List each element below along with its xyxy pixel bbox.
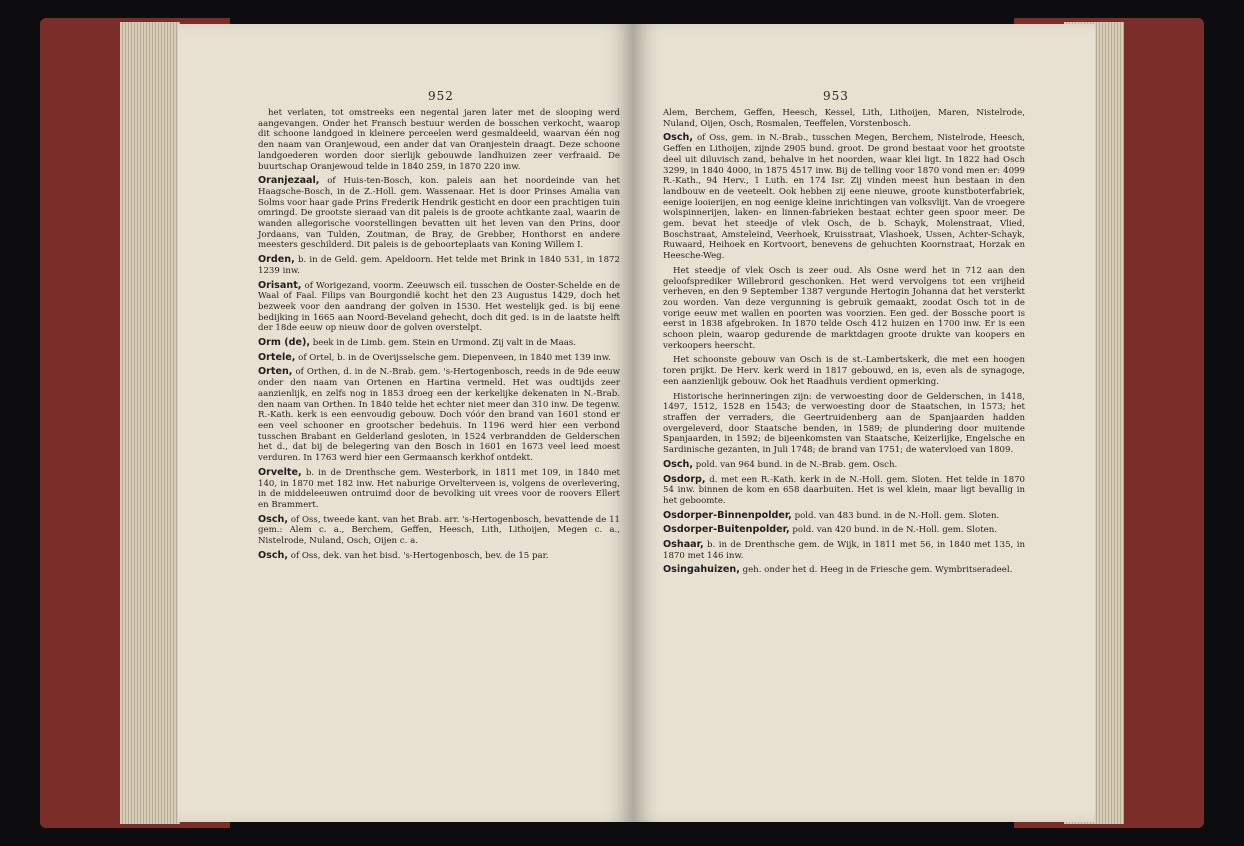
entry-body: of Oss, gem. in N.-Brab., tusschen Megen, Berchem, Nistelrode, Heesch, Geffen en Lithoijen, zijnde 2905 bund. groot. De grond bestaat voor het grootste deel uit diluvisch zand, behalve in het noorden, waar klei ligt. In 1822 had Osch 3299, in 1840 4000, in 1875 4517 inw. Bij de telling voor 1870 vond men er: 4099 R.-Kath., 94 Herv., 1 Luth. en 174 Isr. Zij vinden meest hun bestaan in den landbouw en de veeteelt. Ook hebben zij eene nieuwe, groote kunstboterfabriek, eenige looierijen, en nog eenige kleine inrichtingen van volksvlijt. Van de vroegere wolspinnerijen, laken- en linnen-fabrieken bestaat echter geen spoor meer. De gem. bevat het steedje of vlek Osch, de b. Schayk, Molenstraat, Vlied, Boschstraat, Amsteleind, Veerhoek, Kruisstraat, Vlashoek, Ussen, Achter-Schayk, Ruwaard, Heihoek en Kortvoort, benevens de gehuchten Koornstraat, Horzak en Heesche-Weg. <box>663 133 1026 262</box>
entry-body: of Oss, tweede kant. van het Brab. arr. 's-Hertogenbosch, bevattende de 11 gem.: Alem c. a., Berchem, Geffen, Heesch, Lith, Lithoijen, Megen c. a., Nistelrode, Nuland, Osch, Oijen c. a. <box>258 514 621 547</box>
entry-paragraph <box>663 525 1025 536</box>
entry-body: Alem, Berchem, Geffen, Heesch, Kessel, Lith, Lithoijen, Maren, Nistelrode, Nuland, Oijen, Osch, Rosmalen, Teeffelen, Vorstenbosch. <box>663 108 1025 129</box>
entry-headword: Osch, <box>663 458 694 470</box>
entry-body: Het steedje of vlek Osch is zeer oud. Als Osne werd het in 712 aan den geloofsprediker Willebrord geschonken. Het werd vervolgens tot een vrijheid verheven, en den 9 September 1387 vergunde Hertogin Johanna dat het versterkt zou worden. Van deze vergunning is gebruik gemaakt, zoodat Osch tot in de vorige eeuw met wallen en poorten was voorzien. Een ged. der Bossche poort is eerst in 1838 afgebroken. In 1870 telde Osch 412 huizen en 1700 inw. Er is een schoon plein, waarop gedurende de marktdagen groote drukte van koopers en verkoopers heerscht. <box>663 265 1025 351</box>
entry-body: b. in de Geld. gem. Apeldoorn. Het telde met Brink in 1840 531, in 1872 1239 inw. <box>258 255 620 276</box>
entry-headword: Osdorper-Binnenpolder, <box>663 509 792 521</box>
entry-body: geh. onder het d. Heeg in de Friesche gem. Wymbritseradeel. <box>742 565 1013 576</box>
entry-paragraph <box>258 281 620 335</box>
entry-paragraph <box>663 355 1025 387</box>
entry-paragraph <box>258 108 620 172</box>
entry-paragraph <box>258 468 620 511</box>
entry-body: beek in de Limb. gem. Stein en Urmond. Zij valt in de Maas. <box>312 338 576 349</box>
entry-body: b. in de Drenthsche gem. Westerbork, in 1811 met 109, in 1840 met 140, in 1870 met 182 inw. Het naburige Orvelterveen is, volgens de overlevering, in de middeleeuwen ontruimd door de bevolking uit vrees voor de roovers Ellert en Brammert. <box>258 467 621 510</box>
entry-headword: Orm (de), <box>258 337 311 349</box>
entry-paragraph <box>663 460 1025 471</box>
entry-body: Het schoonste gebouw van Osch is de st.-Lambertskerk, die met een hoogen toren prijkt. De Herv. kerk werd in 1817 gebouwd, en is, even als de synagoge, een aanzienlijk gebouw. Ook het Raadhuis verdient opmerking. <box>663 355 1025 387</box>
entry-body: of Huis-ten-Bosch, kon. paleis aan het noordeinde van het Haagsche-Bosch, in de Z.-Holl. gem. Wassenaar. Het is door Prinses Amalia van Solms voor haar gade Prins Frederik Hendrik gesticht en door een prachtigen tuin omringd. De grootste sieraad van dit paleis is de groote achtkante zaal, waarin de wanden allegorische voorstellingen bevatten uit het leven van den Prins, door Jordaans, van Tulden, Zoutman, de Bray, de Grebber, Honthorst en andere meesters geschilderd. Dit paleis is de geboorteplaats van Koning Willem I. <box>258 176 620 251</box>
entry-body: het verlaten, tot omstreeks een negental jaren later met de slooping werd aangevangen. Onder het Fransch bestuur werden de bosschen verkocht, waarop dit schoone landgoed in kleinere perceelen werd gesmaldeeld, waarvan één nog den naam van Oranjewoud, een ander dat van Oranjestein draagt. Deze schoone landgoederen worden door sierlijk gebouwde landhuizen zeer verfraaid. De buurtschap Oranjewoud telde in 1840 259, in 1870 220 inw. <box>258 108 620 172</box>
entry-headword: Osingahuizen, <box>663 564 740 576</box>
entry-body: d. met een R.-Kath. kerk in de N.-Holl. gem. Sloten. Het telde in 1870 54 inw. binnen de kom en 658 daarbuiten. Het is wel klein, maar ligt bevallig in het geboomte. <box>663 474 1025 506</box>
page-number: 952 <box>428 89 454 103</box>
entry-paragraph <box>663 540 1025 561</box>
entry-paragraph <box>258 255 620 276</box>
right-page <box>633 24 1095 822</box>
entry-headword: Oranjezaal, <box>258 175 320 187</box>
entry-headword: Orden, <box>258 254 295 266</box>
entry-paragraph <box>663 108 1025 129</box>
entry-paragraph <box>663 565 1025 576</box>
entry-body: pold. van 483 bund. in de N.-Holl. gem. Sloten. <box>794 510 1000 521</box>
page-edges-left <box>120 22 180 824</box>
entry-body: b. in de Drenthsche gem. de Wijk, in 1811 met 56, in 1840 met 135, in 1870 met 146 inw. <box>663 540 1025 561</box>
entry-headword: Orisant, <box>258 279 302 291</box>
entry-body: pold. van 420 bund. in de N.-Holl. gem. Sloten. <box>792 525 998 536</box>
entry-headword: Osch, <box>258 513 289 525</box>
entry-paragraph <box>663 511 1025 522</box>
entry-paragraph <box>663 392 1025 456</box>
entry-headword: Orvelte, <box>258 466 302 478</box>
entry-paragraph <box>258 551 620 562</box>
entry-headword: Oshaar, <box>663 539 704 551</box>
entry-headword: Orten, <box>258 366 293 378</box>
left-page <box>178 24 633 822</box>
entry-headword: Osch, <box>258 549 289 561</box>
page-text <box>663 108 1025 580</box>
entry-paragraph <box>258 353 620 364</box>
entry-body: of Orthen, d. in de N.-Brab. gem. 's-Hertogenbosch, reeds in de 9de eeuw onder den naam van Ortenen en Hartina vermeld. Het was oudtijds zeer aanzienlijk, en zelfs nog in 1853 droeg een der kerkelijke dekenaten in N.-Brab. den naam van Orthen. In 1840 telde het echter niet meer dan 310 inw. De tegenw. R.-Kath. kerk is een eenvoudig gebouw. Doch vóór den brand van 1601 stond er een veel schooner en grootscher bedehuis. In 1196 werd hier een verbond tusschen Brabant en Gelderland gesloten, in 1524 verbrandden de Gelderschen het d., dat bij de belegering van den Bosch in 1601 en 1673 veel leed moest verduren. In 1763 werd hier een Germaansch kerkhof ontdekt. <box>258 367 621 464</box>
entry-paragraph <box>258 367 620 463</box>
entry-paragraph <box>663 266 1025 352</box>
page-number: 953 <box>823 89 849 103</box>
entry-body: of Ortel, b. in de Overijsselsche gem. Diepenveen, in 1840 met 139 inw. <box>298 352 611 363</box>
entry-body: Historische herinneringen zijn: de verwoesting door de Gelderschen, in 1418, 1497, 1512, 1528 en 1543; de verwoesting door de Staatschen, in 1573; het straffen der verraders, die Geertruidenberg aan de Spanjaarden hadden overgeleverd, door Staatsche benden, in 1589; de plundering door muitende Spanjaarden, in 1592; de bijeenkomsten van Staatsche, Keizerlijke, Engelsche en Sardinische gezanten, in Juli 1748; de brand van 1751; de watervloed van 1809. <box>663 391 1025 456</box>
entry-paragraph <box>663 133 1025 261</box>
entry-body: of Worigezand, voorm. Zeeuwsch eil. tusschen de Ooster-Schelde en de Waal of Faal. Filips van Bourgondië kocht het den 23 Augustus 1429, doch het bezweek voor den aandrang der golven in 1530. Het westelijk ged. is bij eene bedijking in 1665 aan Noord-Beveland gehecht, doch dit ged. is in de laatste helft der 18de eeuw op nieuw door de golven overstelpt. <box>258 280 620 334</box>
entry-paragraph <box>258 176 620 251</box>
entry-headword: Ortele, <box>258 351 296 363</box>
entry-headword: Osdorp, <box>663 473 706 485</box>
entry-paragraph <box>663 475 1025 507</box>
entry-headword: Osdorper-Buitenpolder, <box>663 524 790 536</box>
entry-body: of Oss, dek. van het bisd. 's-Hertogenbosch, bev. de 15 par. <box>290 550 549 561</box>
entry-body: pold. van 964 bund. in de N.-Brab. gem. Osch. <box>695 459 898 470</box>
entry-paragraph <box>258 515 620 547</box>
page-text <box>258 108 620 565</box>
entry-paragraph <box>258 338 620 349</box>
entry-headword: Osch, <box>663 132 694 144</box>
